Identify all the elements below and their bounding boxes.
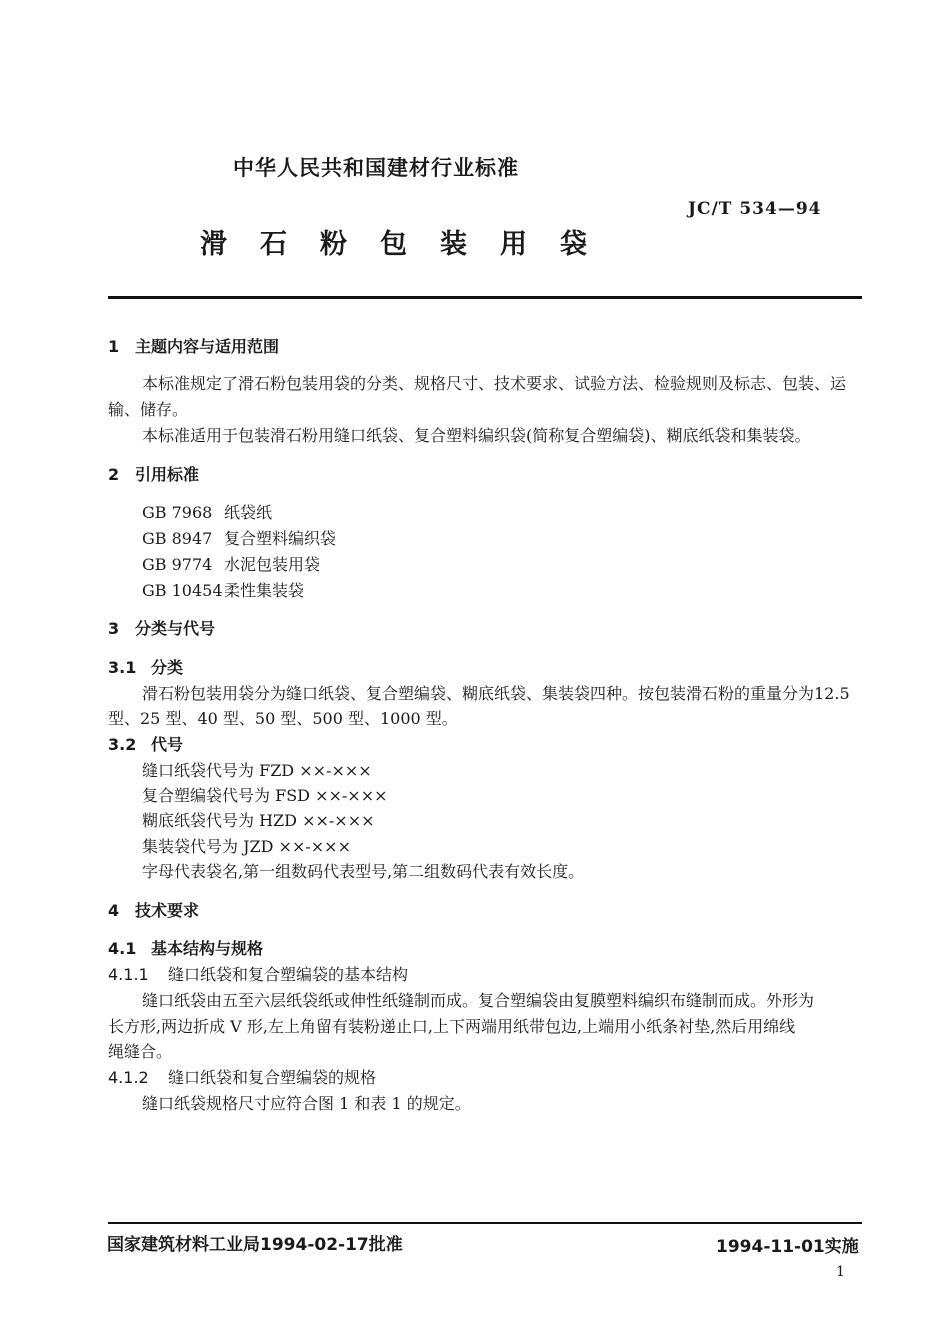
doc-title: 滑石粉包装用袋 (200, 229, 620, 260)
section-number: 4 (108, 901, 120, 920)
subsection-number: 4.1.2 (108, 1068, 149, 1087)
s31-line-1: 滑石粉包装用袋分为缝口纸袋、复合塑编袋、糊底纸袋、集装袋四种。按包装滑石粉的重量分为12.5 (142, 684, 850, 703)
section-1-heading (108, 334, 279, 357)
subsection-title: 缝口纸袋和复合塑编袋的基本结构 (168, 965, 409, 984)
effective-date: 1994-11-01实施 (716, 1237, 859, 1257)
section-title: 技术要求 (135, 901, 200, 920)
reference-name: 柔性集装袋 (224, 581, 305, 600)
section-title: 分类与代号 (135, 619, 216, 638)
s411-line-1: 缝口纸袋由五至六层纸袋纸或伸性纸缝制而成。复合塑编袋由复膜塑料编织布缝制而成。外形为 (142, 991, 815, 1010)
section-4-heading (108, 898, 199, 921)
subsection-number: 3.2 (108, 735, 137, 754)
subsection-4-1-2-heading (108, 1065, 376, 1088)
reference-name: 水泥包装用袋 (224, 555, 321, 574)
reference-item (142, 578, 304, 601)
org-title: 中华人民共和国建材行业标准 (233, 156, 519, 180)
code-line: 缝口纸袋代号为 FZD ××-××× (142, 761, 372, 780)
reference-item (142, 526, 336, 549)
reference-name: 复合塑料编织袋 (224, 529, 337, 548)
s1-paragraph-1-line-2: 输、储存。 (108, 400, 189, 419)
s412-line-1: 缝口纸袋规格尺寸应符合图 1 和表 1 的规定。 (142, 1094, 471, 1113)
subsection-3-2-heading (108, 732, 183, 755)
reference-item (142, 552, 320, 575)
reference-item (142, 500, 272, 523)
reference-code: GB 8947 (142, 529, 213, 548)
reference-code: GB 7968 (142, 503, 213, 522)
section-title: 主题内容与适用范围 (135, 337, 280, 356)
approval-note: 国家建筑材料工业局1994-02-17批准 (107, 1235, 403, 1255)
code-note: 字母代表袋名,第一组数码代表型号,第二组数码代表有效长度。 (142, 862, 585, 881)
code-line: 糊底纸袋代号为 HZD ××-××× (142, 811, 375, 830)
subsection-number: 4.1.1 (108, 965, 149, 984)
standard-code: JC/T 534—94 (688, 199, 822, 219)
s31-line-2: 型、25 型、40 型、50 型、500 型、1000 型。 (108, 709, 458, 728)
s411-line-2: 长方形,两边折成 V 形,左上角留有装粉递止口,上下两端用纸带包边,上端用小纸条衬垫,然后用绵线 (108, 1017, 796, 1036)
code-line: 集装袋代号为 JZD ××-××× (142, 837, 351, 856)
section-2-heading (108, 462, 199, 485)
s1-paragraph-2: 本标准适用于包装滑石粉用缝口纸袋、复合塑料编织袋(简称复合塑编袋)、糊底纸袋和集装袋。 (142, 426, 811, 445)
subsection-number: 3.1 (108, 658, 137, 677)
section-3-heading (108, 616, 215, 639)
subsection-title: 基本结构与规格 (151, 939, 264, 958)
subsection-number: 4.1 (108, 939, 137, 958)
reference-name: 纸袋纸 (224, 503, 273, 522)
reference-code: GB 9774 (142, 555, 213, 574)
section-number: 3 (108, 619, 120, 638)
header-divider (108, 296, 862, 299)
footer-divider (108, 1222, 862, 1224)
section-number: 1 (108, 337, 120, 356)
subsection-title: 分类 (151, 658, 184, 677)
reference-code: GB 10454 (142, 581, 223, 600)
section-number: 2 (108, 465, 120, 484)
section-title: 引用标准 (135, 465, 200, 484)
s411-line-3: 绳缝合。 (108, 1042, 173, 1061)
subsection-3-1-heading (108, 655, 183, 678)
subsection-4-1-1-heading (108, 962, 408, 985)
subsection-title: 代号 (151, 735, 184, 754)
code-line: 复合塑编袋代号为 FSD ××-××× (142, 786, 388, 805)
subsection-title: 缝口纸袋和复合塑编袋的规格 (168, 1068, 377, 1087)
page-number: 1 (836, 1264, 845, 1280)
subsection-4-1-heading (108, 936, 263, 959)
s1-paragraph-1-line-1: 本标准规定了滑石粉包装用袋的分类、规格尺寸、技术要求、试验方法、检验规则及标志、包装、运 (142, 374, 847, 393)
